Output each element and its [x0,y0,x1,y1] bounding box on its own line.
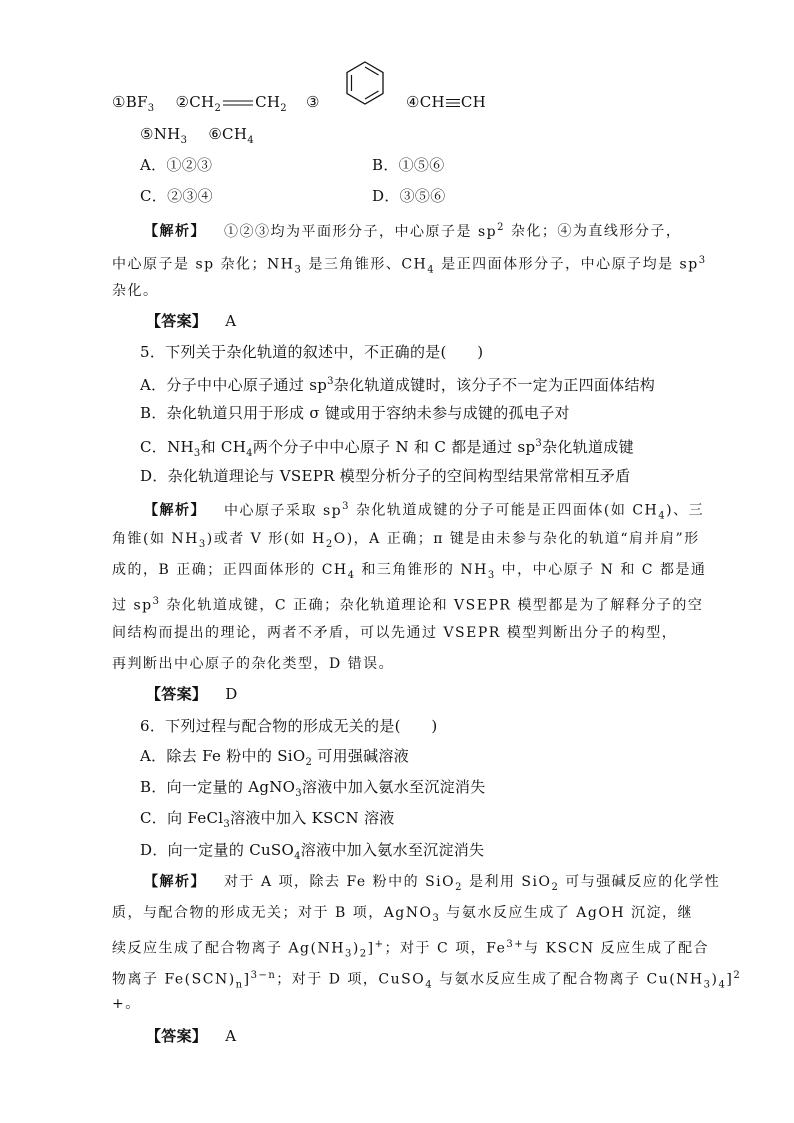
triple-bond-icon [446,98,460,108]
q6-analysis-line2: 质，与配合物的形成无关；对于 B 项，AgNO$_3$ 与氨水反应生成了 AgOH 沉淀，继 [112,905,693,924]
q5-option-d: D．杂化轨道理论与 VSEPR 模型分析分子的空间构型结果常常相互矛盾 [140,467,631,485]
q6-analysis-line1: 【解析】 对于 A 项，除去 Fe 粉中的 SiO$_2$ 是利用 SiO$_2$ 可与强碱反应的化学性 [144,874,721,893]
q5-option-b: B．杂化轨道只用于形成 σ 键或用于容纳未参与成键的孤电子对 [140,404,570,422]
q4-item4: ④CH CH [406,93,487,111]
q4-item6: $⑥CH_4$ [208,125,254,146]
q4-analysis-line1: 【解析】 ①②③均为平面形分子，中心原子是 $sp^2$ 杂化；④为直线形分子， [144,222,682,240]
q5-analysis-line1: 【解析】 中心原子采取 $sp^3$ 杂化轨道成键的分子可能是正四面体(如 $CH_4$)、三 [144,501,705,522]
q4-analysis-line3: 杂化。 [112,283,159,299]
q4-item1: $①BF_3$ [112,93,155,114]
answer-value: D [225,685,238,703]
q6-analysis-line5: +。 [112,996,141,1012]
answer-value: A [225,312,237,330]
q6-analysis-line3: 续反应生成了配合物离子 $Ag(NH_3)_2]^+$；对于 C 项，$Fe^{3+}$与 KSCN 反应生成了配合 [112,939,710,960]
q4-items-row1 [112,92,692,119]
q6-option-a: A．除去 Fe 粉中的 SiO$_2$ 可用强碱溶液 [140,747,410,768]
q6-option-b: B．向一定量的 AgNO$_3$溶液中加入氨水至沉淀消失 [140,778,486,799]
q4-item3: ③ [306,93,320,111]
q5-analysis-line4: 过 $sp^3$ 杂化轨道成键，C 正确；杂化轨道理论和 VSEPR 模型都是为了解释分子的空 [112,596,704,614]
q4-items-row2 [140,124,720,151]
analysis-tag: 【解析】 [144,502,206,519]
q5-analysis-line2: 角锥(如 $NH_3$)或者 V 形(如 $H_2O$)，A 正确；π 键是由未参与杂化的轨道“肩并肩”形 [112,531,700,550]
q4-answer [146,311,726,331]
q5-analysis-line6: 再判断出中心原子的杂化类型，D 错误。 [112,656,395,672]
q4-option-a: A．①②③ [140,156,213,174]
q5-answer [146,684,726,704]
q4-option-c: C．②③④ [140,187,213,205]
q6-analysis-line4: 物离子 $Fe(SCN)_n]^{3-n}$；对于 D 项，CuSO$_4$ 与氨水反应生成了配合物离子 $Cu(NH_3)_4]^2$ [112,970,742,991]
q4-options-row2 [140,186,720,206]
answer-value: A [225,1027,237,1045]
double-bond-icon [223,99,253,107]
q4-item2: $②CH_2$ $CH_2$ [175,93,287,114]
analysis-tag: 【解析】 [144,874,206,890]
q5-analysis-line3: 成的，B 正确；正四面体形的 $CH_4$ 和三角锥形的 $NH_3$ 中，中心原子 N 和 C 都是通 [112,562,707,581]
q6-answer [146,1026,726,1046]
q4-option-b: B．①⑤⑥ [372,156,445,174]
q5-option-a: A．分子中中心原子通过 $sp^3$杂化轨道成键时，该分子不一定为正四面体结构 [140,376,656,394]
q6-option-c: C．向 FeCl$_3$溶液中加入 KSCN 溶液 [140,809,395,830]
q6-option-d: D．向一定量的 CuSO$_4$溶液中加入氨水至沉淀消失 [140,841,485,862]
q5-stem: 5．下列关于杂化轨道的叙述中，不正确的是( ) [140,343,484,361]
q4-options-row1 [140,155,720,175]
answer-tag: 【答案】 [146,312,208,330]
q5-option-c: C．$NH_3$和 $CH_4$两个分子中中心原子 N 和 C 都是通过 $sp^3$杂化轨道成键 [140,438,634,459]
q4-item5: $⑤NH_3$ [140,125,188,146]
answer-tag: 【答案】 [146,685,208,703]
q4-analysis-line2: 中心原子是 sp 杂化；$NH_3$ 是三角锥形、$CH_4$ 是正四面体形分子，中心原子均是 $sp^3$ [112,255,707,276]
q6-stem: 6．下列过程与配合物的形成无关的是( ) [140,717,438,735]
analysis-tag: 【解析】 [144,223,206,240]
q4-option-d: D．③⑤⑥ [372,187,446,205]
q5-analysis-line5: 间结构而提出的理论，两者不矛盾，可以先通过 VSEPR 模型判断出分子的构型， [112,625,678,641]
answer-tag: 【答案】 [146,1027,208,1045]
